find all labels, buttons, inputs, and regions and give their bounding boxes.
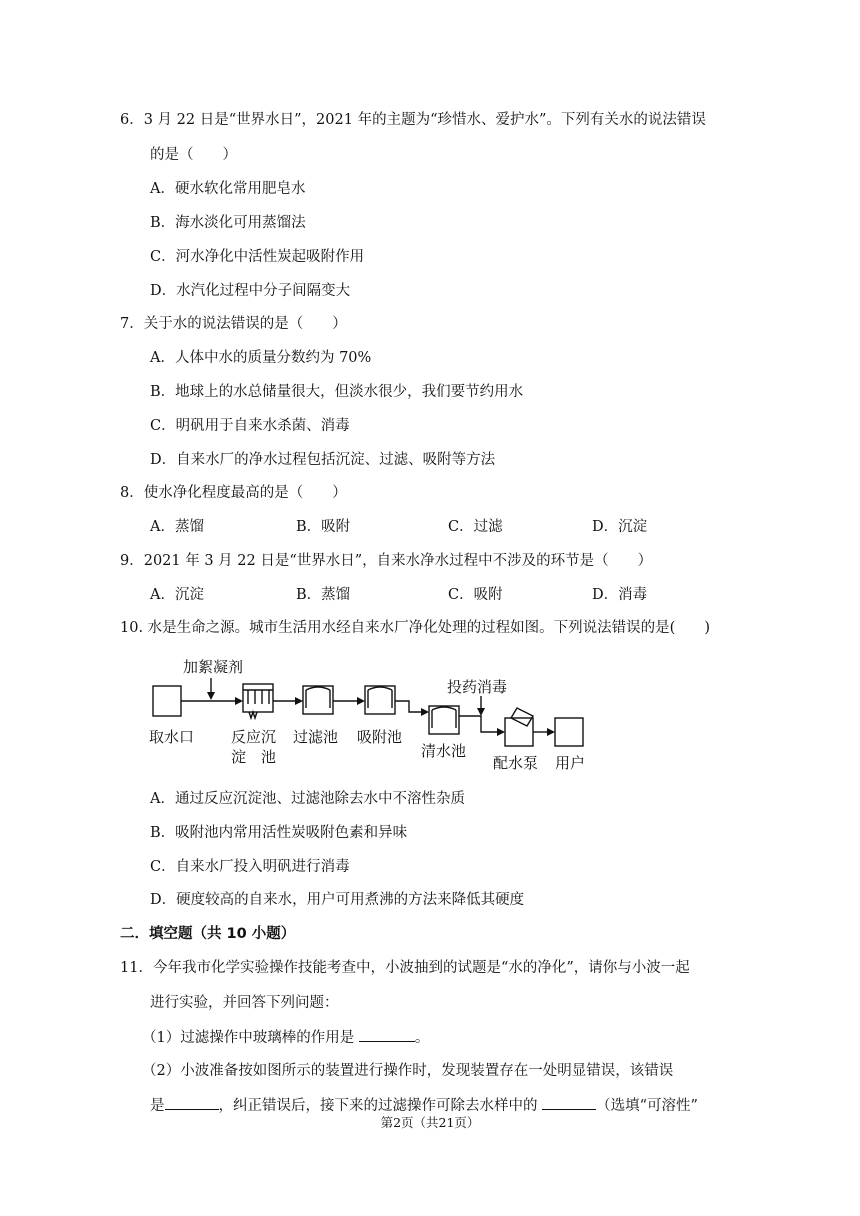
q11-sub2-suffix: （选填“可溶性” bbox=[596, 1098, 698, 1114]
q10-option-d: D．硬度较高的自来水，用户可用煮沸的方法来降低其硬度 bbox=[150, 892, 525, 908]
user-label: 用户 bbox=[555, 754, 586, 772]
water-treatment-diagram bbox=[145, 648, 605, 778]
q10-option-b: B．吸附池内常用活性炭吸附色素和异味 bbox=[150, 825, 408, 841]
filter-label: 过滤池 bbox=[293, 728, 339, 746]
q7-option-a: A．人体中水的质量分数约为 70% bbox=[150, 350, 372, 366]
q10-stem: 10. 水是生命之源。城市生活用水经自来水厂净化处理的过程如图。下列说法错误的是( ) bbox=[120, 620, 710, 636]
reaction-label-line2: 淀 池 bbox=[231, 748, 277, 766]
q9-option-b: B．蒸馏 bbox=[296, 587, 351, 603]
filter-tank bbox=[303, 686, 333, 714]
q11-sub1-end: 。 bbox=[414, 1030, 430, 1046]
q6-option-b: B．海水淡化可用蒸馏法 bbox=[150, 215, 306, 231]
adsorption-tank bbox=[365, 686, 395, 714]
q11-sub2-middle: ，纠正错误后，接下来的过滤操作可除去水样中的 bbox=[218, 1098, 543, 1114]
q7-option-c: C．明矾用于自来水杀菌、消毒 bbox=[150, 418, 350, 434]
q10-option-a: A．通过反应沉淀池、过滤池除去水中不溶性杂质 bbox=[150, 791, 465, 807]
q8-stem: 8．使水净化程度最高的是（ ） bbox=[120, 485, 347, 501]
q11-stem-line2: 进行实验，并回答下列问题： bbox=[150, 995, 339, 1011]
pump bbox=[505, 708, 533, 746]
q9-option-d: D．消毒 bbox=[592, 587, 648, 603]
intake-label: 取水口 bbox=[149, 728, 195, 746]
coagulant-label: 加絮凝剂 bbox=[183, 658, 244, 676]
q7-option-b: B．地球上的水总储量很大，但淡水很少，我们要节约用水 bbox=[150, 384, 524, 400]
q6-option-d: D．水汽化过程中分子间隔变大 bbox=[150, 283, 351, 299]
q9-option-a: A．沉淀 bbox=[150, 587, 204, 603]
pump-label: 配水泵 bbox=[493, 754, 539, 772]
q8-option-c: C．过滤 bbox=[448, 519, 503, 535]
q9-option-c: C．吸附 bbox=[448, 587, 503, 603]
q11-sub1 bbox=[142, 1027, 429, 1048]
reaction-label-line1: 反应沉 bbox=[231, 728, 277, 746]
q6-stem-line1: 6．3 月 22 日是“世界水日”，2021 年的主题为“珍惜水、爱护水”。下列有关水的说法错误 bbox=[120, 112, 706, 128]
q11-sub2-prefix: 是 bbox=[150, 1098, 165, 1114]
intake-box bbox=[153, 686, 181, 716]
disinfect-label: 投药消毒 bbox=[447, 678, 508, 696]
q10-option-c: C．自来水厂投入明矾进行消毒 bbox=[150, 859, 350, 875]
q11-sub2-line1: （2）小波准备按如图所示的装置进行操作时，发现装置存在一处明显错误，该错误 bbox=[142, 1063, 674, 1079]
section2-heading: 二．填空题（共 10 小题） bbox=[120, 926, 296, 942]
adsorb-label: 吸附池 bbox=[357, 728, 403, 746]
q8-option-d: D．沉淀 bbox=[592, 519, 648, 535]
q8-option-b: B．吸附 bbox=[296, 519, 351, 535]
clear-label: 清水池 bbox=[421, 742, 467, 760]
q11-sub2-blank1[interactable] bbox=[165, 1095, 219, 1110]
q8-option-a: A．蒸馏 bbox=[150, 519, 204, 535]
q11-sub2-blank2[interactable] bbox=[542, 1095, 596, 1110]
page-footer: 第2页（共21页） bbox=[380, 1115, 480, 1130]
clear-water-tank bbox=[429, 706, 459, 734]
user-box bbox=[555, 718, 583, 746]
q7-stem: 7．关于水的说法错误的是（ ） bbox=[120, 316, 347, 332]
q9-stem: 9．2021 年 3 月 22 日是“世界水日”，自来水净水过程中不涉及的环节是（ ） bbox=[120, 553, 653, 569]
q6-stem-line2: 的是（ ） bbox=[150, 147, 237, 163]
reaction-tank bbox=[243, 684, 273, 718]
q7-option-d: D．自来水厂的净水过程包括沉淀、过滤、吸附等方法 bbox=[150, 452, 496, 468]
q11-stem-line1: 11．今年我市化学实验操作技能考查中，小波抽到的试题是“水的净化”，请你与小波一起 bbox=[120, 960, 690, 976]
q11-sub1-text: （1）过滤操作中玻璃棒的作用是 bbox=[142, 1030, 359, 1046]
q11-sub1-blank[interactable] bbox=[359, 1027, 415, 1042]
q6-option-c: C．河水净化中活性炭起吸附作用 bbox=[150, 249, 365, 265]
q6-option-a: A．硬水软化常用肥皂水 bbox=[150, 181, 306, 197]
